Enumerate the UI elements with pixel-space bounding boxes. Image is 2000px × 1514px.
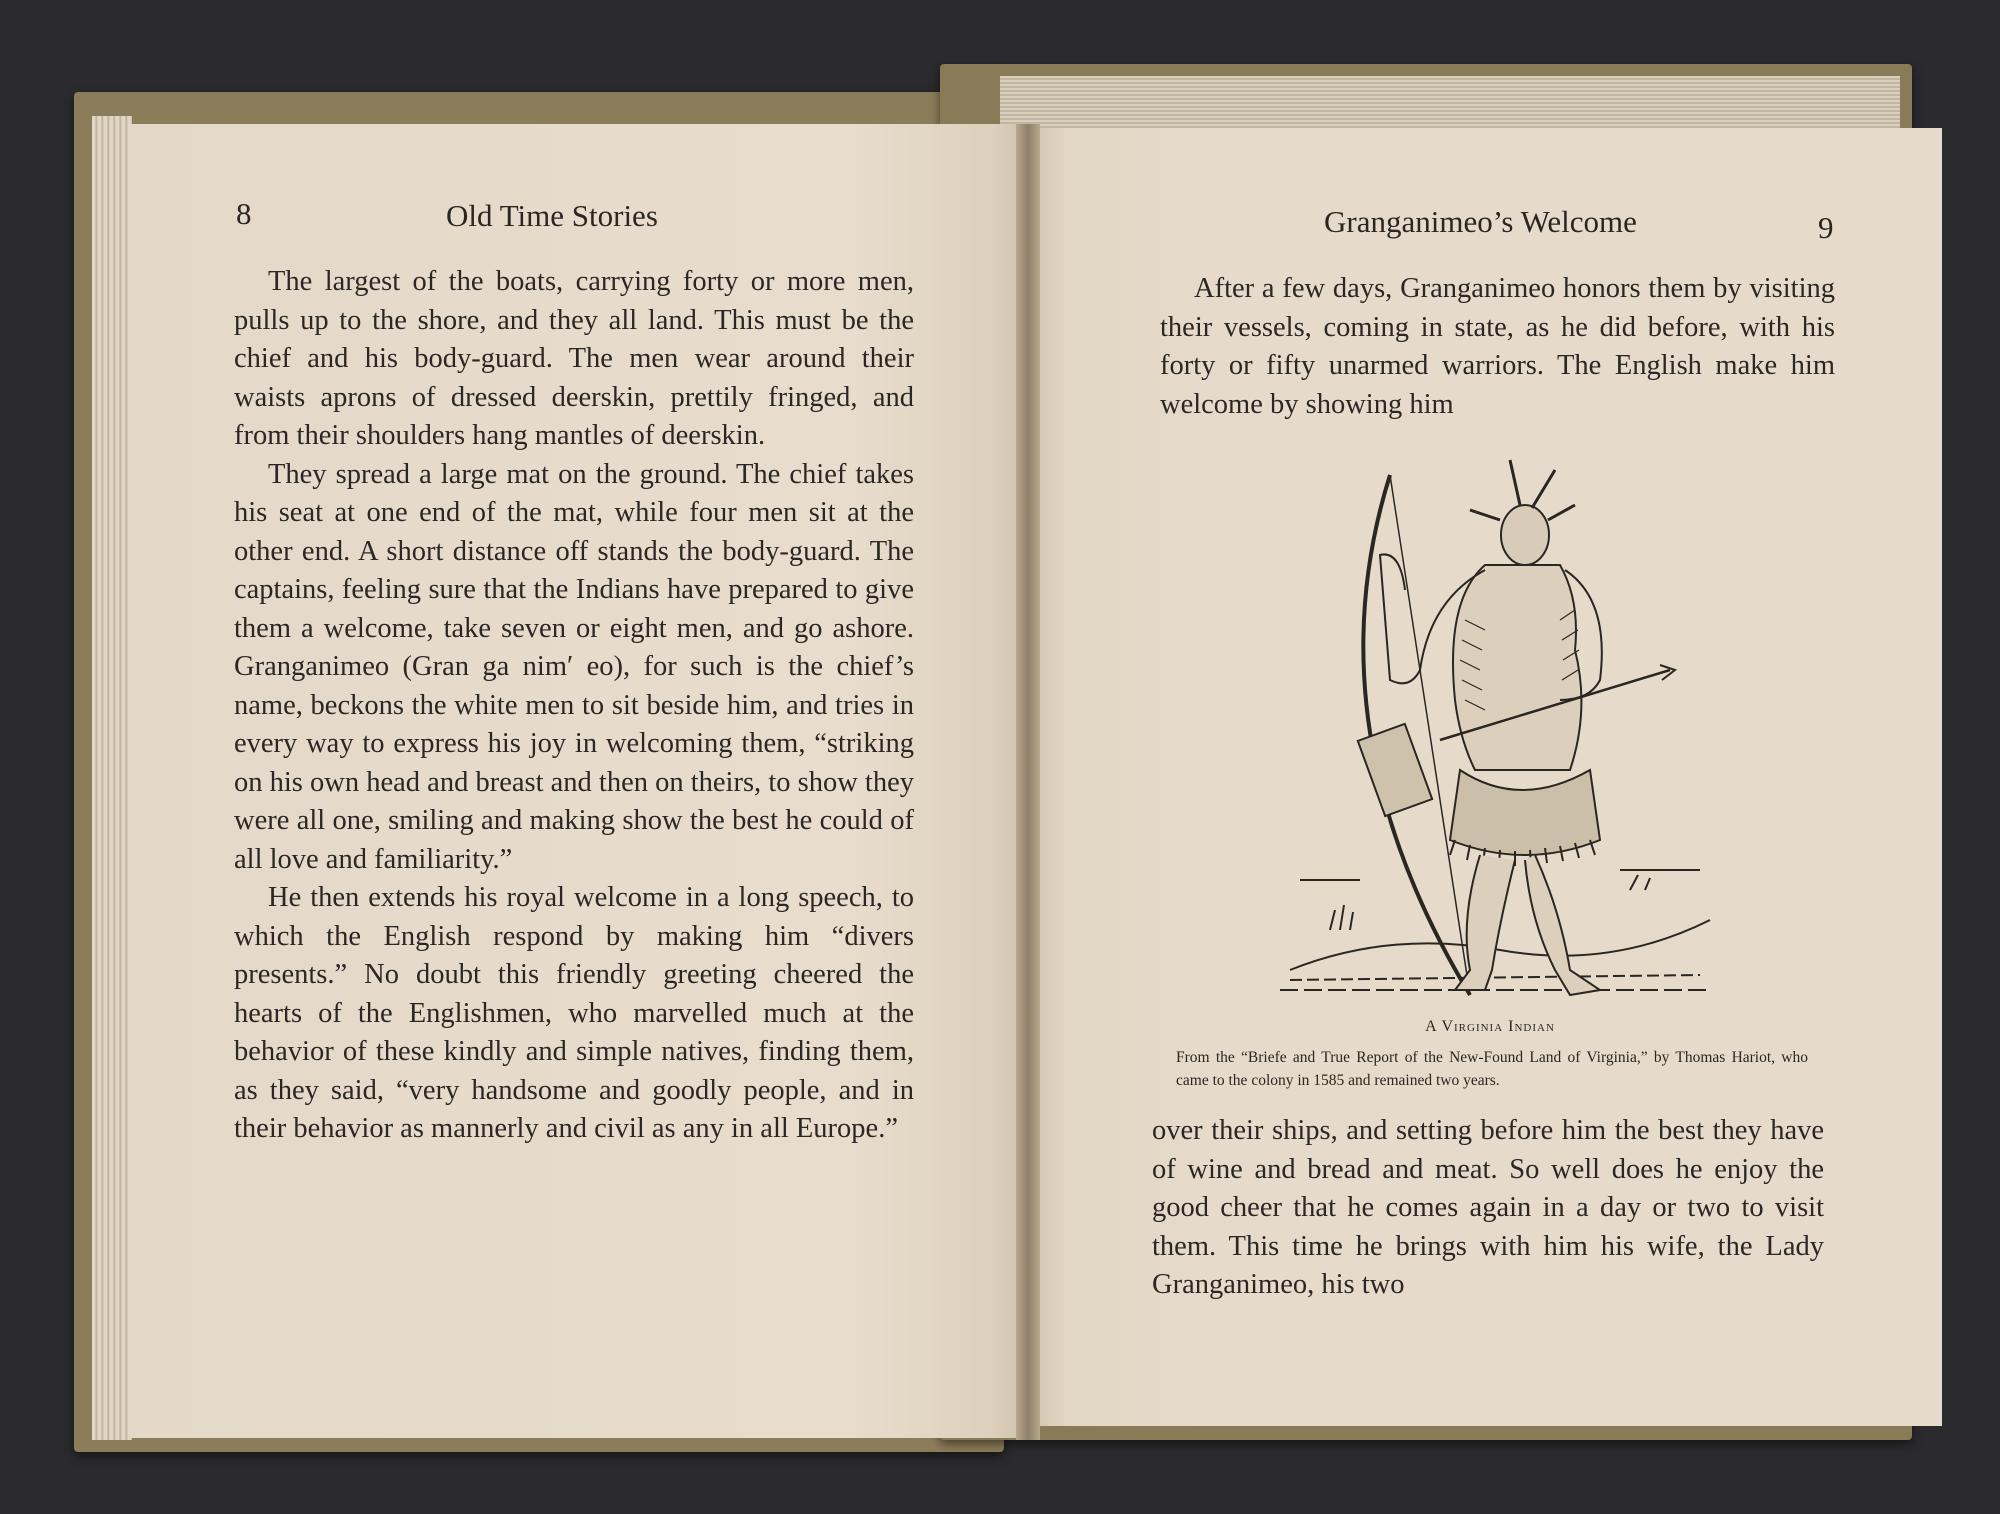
- left-page-number: 8: [236, 196, 252, 231]
- right-paragraph-bottom: over their ships, and setting before him the best they have of wine and bread and meat. So well does he enjoy the good cheer that he comes again in a day or two to visit them. This time he brings with him his wife, the Lady Granganimeo, his two: [1152, 1115, 1824, 1300]
- book-gutter: [1016, 124, 1040, 1440]
- left-page-text: [234, 263, 914, 1149]
- woodcut-figure-icon: [1270, 450, 1720, 1010]
- right-page-text-bottom: [1152, 1112, 1824, 1305]
- left-paragraph-2: They spread a large mat on the ground. The chief takes his seat at one end of the mat, while four men sit at the other end. A short distance off stands the body-guard. The captains, feeling sure that the Indians have prepared to give them a welcome, take seven or eight men, and go ashore. Granganimeo (Gran ga nim′ eo), for such is the chief’s name, beckons the white men to sit beside him, and tries in every way to express his joy in welcoming them, “striking on his own head and breast and then on theirs, to show they were all one, smiling and making show the best he could of all love and familiarity.”: [234, 458, 914, 875]
- illustration-caption-body: From the “Briefe and True Report of the New-Found Land of Virginia,” by Thomas Hariot, who came to the colony in 1585 and remained two years.: [1176, 1049, 1808, 1089]
- right-page-text-top: [1160, 270, 1835, 424]
- illustration-caption-title: A Virginia Indian: [1425, 1018, 1555, 1035]
- page-edges-left: [92, 116, 132, 1440]
- left-paragraph-1: The largest of the boats, carrying forty or more men, pulls up to the shore, and they all land. This must be the chief and his body-guard. The men wear around their waists aprons of dressed deerskin, prettily fringed, and from their shoulders hang mantles of deerskin.: [234, 266, 914, 451]
- page-edges-top: [1000, 76, 1900, 130]
- left-paragraph-3: He then extends his royal welcome in a long speech, to which the English respond by making him “divers presents.” No doubt this friendly greeting cheered the hearts of the Englishmen, who marvelled much at the behavior of these kindly and simple natives, finding them, as they said, “very handsome and goodly people, and in their behavior as mannerly and civil as any in all Europe.”: [234, 882, 914, 1144]
- right-paragraph-top: After a few days, Granganimeo honors them by visiting their vessels, coming in state, as he did before, with his forty or fifty unarmed warriors. The English make him welcome by showing him: [1160, 273, 1835, 420]
- right-running-head: Granganimeo’s Welcome: [1324, 204, 1637, 239]
- right-page-number: 9: [1818, 210, 1834, 245]
- left-running-head: Old Time Stories: [446, 198, 658, 233]
